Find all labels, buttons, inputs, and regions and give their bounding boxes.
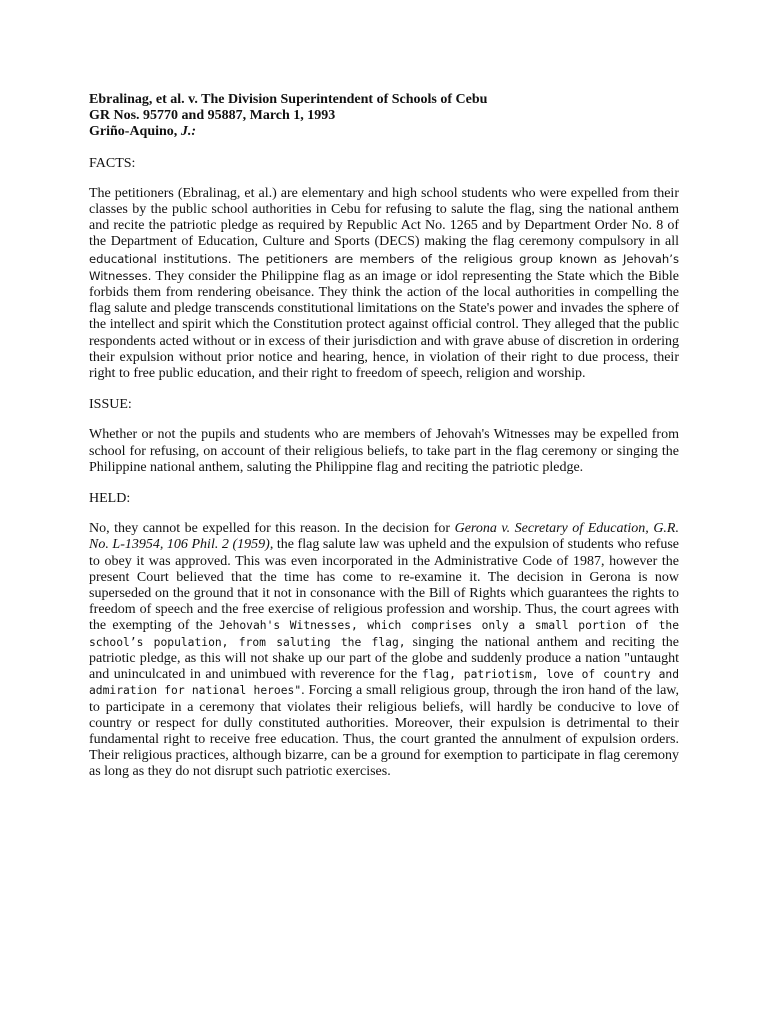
held-text-f: . Forcing a small religious group, through the iron hand of the law, to participate in a ceremony that violates their religious beliefs, will hardly be conducive to love of country or respect for dully constituted authorities. Moreover, their expulsion is detrimental to their fundamental right to receive free education. Thus, the court granted the annulment of expulsion orders. Their religious practices, although bizarre, can be a ground for exemption to participate in flag ceremony as long as they do not disrupt such patriotic exercises. [89, 683, 679, 780]
held-citation: Gerona v. Secretary of Education, G.R. No. L-13954, 106 Phil. 2 (1959) [89, 521, 679, 553]
case-caption [89, 92, 679, 141]
issue-paragraph: Whether or not the pupils and students who are members of Jehovah's Witnesses may be expelled from school for refusing, on account of their religious beliefs, to take part in the flag ceremony or singing the Philippine national anthem, saluting the Philippine flag and reciting the patriotic pledge. [89, 427, 679, 475]
facts-text-a: The petitioners (Ebralinag, et al.) are elementary and high school students who were expelled from their classes by the public school authorities in Cebu for refusing to salute the flag, sing the national anthem and recite the patriotic pledge as required by Republic Act No. 1265 and by Department Order No. 8 of the Department of Education, Culture and Sports (DECS) making the flag ceremony compulsory in all [89, 185, 679, 250]
held-text-b: , the flag salute law was upheld and the expulsion of students who refuse to obey it was approved. This was even incorporated in the Administrative Code of 1987, however the present Court believed that the time has come to re-examine it. The decision in Gerona is now superseded on the ground that it not in consonance with the Bill of Rights which guarantees the rights to freedom of speech and the free exercise of religious profession and worship. Thus, the court agrees with the exempting of the [89, 537, 679, 634]
facts-heading: FACTS: [89, 155, 136, 171]
case-title: Ebralinag, et al. v. The Division Superintendent of Schools of Cebu [89, 92, 488, 107]
facts-paragraph [89, 186, 679, 382]
held-text-a: No, they cannot be expelled for this reason. In the decision for [89, 521, 455, 537]
facts-text-c: They consider the Philippine flag as an image or idol representing the State which the Bible forbids them from rendering obeisance. They think the action of the local authorities in compelling the flag salute and pledge transcends constitutional limitations on the State's power and invades the sphere of the intellect and spirit which the Constitution protect against official control. They alleged that the public respondents acted without or in excess of their jurisdiction and with grave abuse of discretion in ordering their expulsion without prior notice and hearing, hence, in violation of their right to due process, their right to free public education, and their right to freedom of speech, religion and worship. [89, 268, 679, 382]
held-text-c: Jehovah's Witnesses, which comprises only a small portion of the school’s population, from saluting the flag, [89, 619, 679, 649]
issue-heading: ISSUE: [89, 397, 132, 413]
document-page [89, 92, 679, 781]
ponente-title: J.: [180, 124, 196, 140]
ponente-name: Griño-Aquino, [89, 124, 181, 140]
held-text-e: flag, patriotism, love of country and admiration for national heroes" [89, 668, 680, 698]
held-heading: HELD: [89, 491, 131, 507]
facts-text-b: educational institutions. The petitioners are members of the religious group known as Jehovah’s Witnesses. [89, 251, 679, 283]
case-citation: GR Nos. 95770 and 95887, March 1, 1993 [89, 108, 336, 124]
held-paragraph [89, 521, 679, 780]
held-text-d: singing the national anthem and reciting the patriotic pledge, as this will not shake up our part of the globe and suddenly produce a nation "untaught and uninculcated in and unimbued with reverence for the [89, 634, 679, 683]
ponente [89, 124, 679, 140]
